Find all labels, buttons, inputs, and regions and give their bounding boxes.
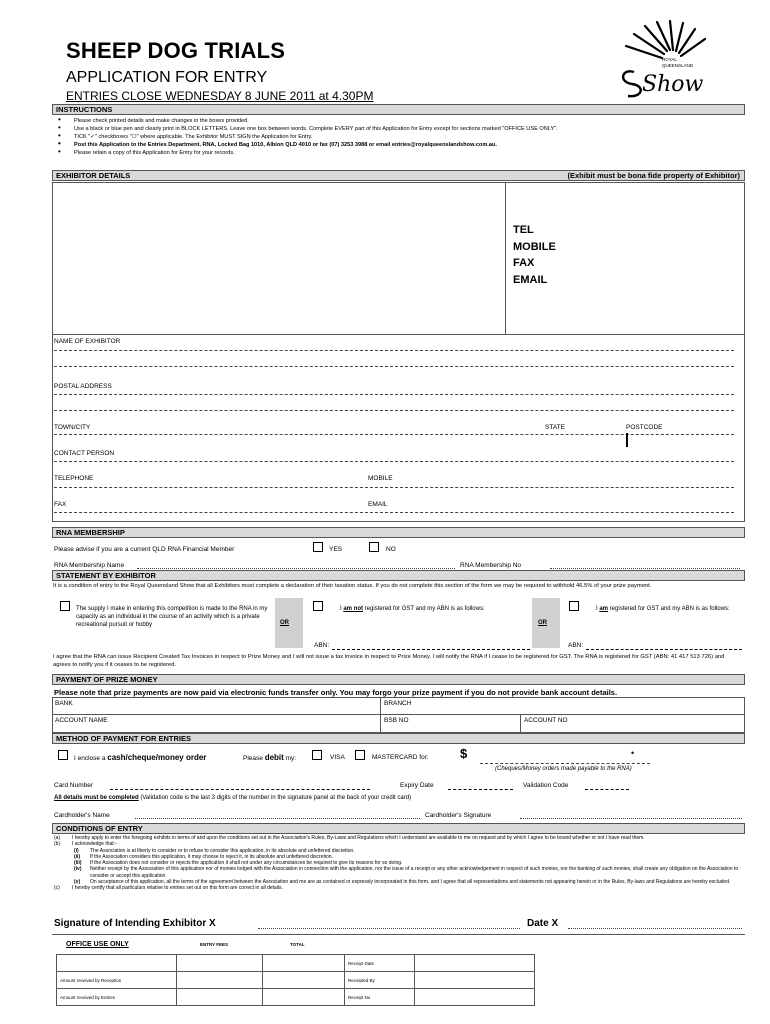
entries-deadline: ENTRIES CLOSE WEDNESDAY 8 JUNE 2011 at 4.30PM [66, 89, 374, 103]
table-row [57, 989, 535, 1006]
exhibitor-divider [505, 182, 506, 334]
condition-b-marker: (b) [54, 841, 61, 848]
instruction-item: • Post this Application to the Entries Department, RNA, Locked Bag 1010, Albion QLD 4010 or fax (07) 3253 3988 or email entries@royalqueenslandshow.com.au. [52, 141, 742, 149]
rna-member-no-label: RNA Membership No [460, 562, 522, 569]
validation-field[interactable] [585, 789, 629, 790]
rna-yes-checkbox[interactable] [313, 542, 323, 552]
reception-row-label: Amount received by Reception [57, 972, 177, 989]
instructions-heading: INSTRUCTIONS [52, 104, 745, 115]
condition-a-marker: (a) [54, 835, 61, 841]
instruction-item: • Please check printed details and make changes in the boxes provided. [52, 117, 742, 125]
condition-sub-marker: (i) [74, 847, 79, 854]
name-field-row-2[interactable] [54, 366, 734, 367]
office-use-table [56, 954, 535, 1006]
condition-sub: If the Association does not consider or rejects the application it shall not under any circumstances be required to give its reasons for so doing. [90, 860, 403, 867]
statement-option1-checkbox[interactable] [60, 601, 70, 611]
branch-label[interactable]: BRANCH [384, 700, 412, 707]
entry-fees-header: ENTRY FEES [200, 942, 229, 947]
receipted-by-value[interactable] [415, 972, 535, 989]
office-cell[interactable] [177, 989, 263, 1006]
rna-member-name-label: RNA Membership Name [54, 562, 125, 569]
receipted-by-label: Receipted By [345, 972, 415, 989]
mobile-field-label: MOBILE [368, 475, 393, 482]
postal-field-row-1[interactable] [54, 394, 734, 395]
statement-agreement: I agree that the RNA can issue Recipient Created Tax Invoices in respect to Prize Money and I will not issue a tax invoice in respect to Prize Money. I will notify the RNA if I cease to be registered for GST. The RNA is registered for GST (ABN: 41 417 513 726) and agrees to notify you if it ceases to be registered. [53, 654, 725, 668]
town-field[interactable] [54, 434, 734, 435]
statement-option1: The supply I make in entering this competition is made to the RNA in my capacity as an individual in the course of an activity which is a private recreational pursuit or hobby [76, 606, 268, 628]
cardholder-sig-label: Cardholder's Signature [425, 812, 492, 819]
card-number-field[interactable] [110, 789, 370, 790]
cheques-note: (Cheques/Money orders made payable to the RNA) [495, 766, 632, 772]
condition-c-marker: (c) [54, 885, 60, 892]
mobile-label: MOBILE [513, 240, 556, 253]
abn-label-1: ABN: [314, 642, 330, 649]
payment-heading: METHOD OF PAYMENT FOR ENTRIES [52, 733, 745, 744]
condition-b: I acknowledge that:- [72, 841, 117, 848]
bsb-label[interactable]: BSB NO [384, 717, 409, 724]
name-field-row-1[interactable] [54, 350, 734, 351]
instructions-list [52, 117, 742, 157]
condition-sub: If the Association considers this application, it may choose to reject it, in its absolute and unfettered discretion. [90, 853, 333, 860]
email-label: EMAIL [513, 273, 548, 286]
divider [52, 714, 745, 715]
instruction-item: • Use a black or blue pen and clearly print in BLOCK LETTERS. Leave one box between words. Complete EVERY part of this Application for Entry except for sections marked "OFFICE USE ONLY". [52, 125, 742, 133]
signature-field[interactable] [258, 928, 520, 929]
office-cell [263, 955, 345, 972]
receipt-date-label: Receipt Date [345, 955, 415, 972]
telephone-label: TELEPHONE [54, 475, 94, 482]
abn-field-2[interactable] [586, 649, 742, 650]
decimal-point: • [631, 748, 635, 758]
mastercard-checkbox[interactable] [355, 750, 365, 760]
condition-sub: On acceptance of this application, all the terms of the agreement between the Association and me are as contained or expressly incorporated in this form, and I agree that all representations and statements not appearing herein or in the Rules, By-laws and Regulations are hereby excluded. [90, 879, 731, 886]
telephone-field[interactable] [54, 487, 734, 488]
tel-label: TEL [513, 224, 534, 236]
page-subtitle: APPLICATION FOR ENTRY [66, 69, 268, 86]
condition-sub-marker: (v) [74, 879, 81, 886]
fax-label: FAX [513, 257, 535, 269]
expiry-field[interactable] [448, 789, 513, 790]
rna-no-checkbox[interactable] [369, 542, 379, 552]
or-label-2: OR [538, 620, 547, 626]
office-cell[interactable] [263, 989, 345, 1006]
exhibitor-heading: EXHIBITOR DETAILS (Exhibit must be bona fide property of Exhibitor) [52, 170, 745, 181]
cardholder-name-label: Cardholder's Name [54, 812, 110, 819]
conditions-heading: CONDITIONS OF ENTRY [52, 823, 745, 834]
office-cell[interactable] [177, 972, 263, 989]
name-label: NAME OF EXHIBITOR [54, 338, 121, 345]
rna-member-name-field[interactable] [137, 568, 455, 569]
or-block-2 [532, 598, 560, 648]
cash-cheque-checkbox[interactable] [58, 750, 68, 760]
or-label-1: OR [280, 620, 289, 626]
visa-checkbox[interactable] [312, 750, 322, 760]
postcode-divider [626, 433, 628, 447]
rna-no-label: NO [386, 546, 396, 553]
prize-heading: PAYMENT OF PRIZE MONEY [52, 674, 745, 685]
fax-email-field[interactable] [54, 512, 734, 513]
divider [520, 714, 521, 733]
signature-label: Signature of Intending Exhibitor X [54, 918, 216, 929]
divider [380, 697, 381, 733]
rna-member-no-field[interactable] [550, 568, 740, 569]
exhibitor-panel [52, 182, 745, 522]
visa-label: VISA [330, 754, 345, 761]
office-cell[interactable] [263, 972, 345, 989]
statement-option3: I am registered for GST and my ABN is as follows: [596, 606, 730, 612]
condition-c: I hereby certify that all particulars relative to entries set out on this form are correct in all details. [72, 885, 283, 892]
date-label: Date X [527, 918, 559, 929]
or-block-1 [275, 598, 303, 648]
statement-option2-checkbox[interactable] [313, 601, 323, 611]
conditions-body [54, 835, 744, 892]
account-no-label[interactable]: ACCOUNT NO [524, 717, 568, 724]
receipt-no-value[interactable] [415, 989, 535, 1006]
royal-queensland-show-logo [612, 20, 722, 100]
statement-option3-checkbox[interactable] [569, 601, 579, 611]
statement-heading: STATEMENT BY EXHIBITOR [52, 570, 745, 581]
contact-person-field[interactable] [54, 461, 734, 462]
instruction-item: • Please retain a copy of this Application for Entry for your records. [52, 149, 742, 157]
all-details-note: All details must be completed (Validation code is the last 3 digits of the number in the signature panel at the back of your credit card) [54, 795, 412, 801]
divider [52, 934, 745, 935]
enclose-label: I enclose a cash/cheque/money order [74, 753, 207, 762]
statement-intro: It is a condition of entry to the Royal Queensland Show that all Exhibitors must complete a declaration of their taxation status. If you do not complete this section of the form we may be required to withhold 46.5% of your prize payment. [53, 583, 652, 589]
rna-question: Please advise if you are a current QLD RNA Financial Member [54, 546, 235, 553]
town-label: TOWN/CITY [54, 424, 91, 431]
rna-yes-label: YES [329, 546, 343, 553]
condition-sub: The Association is at liberty to consider or to refuse to consider this application, in its absolute and unfettered discretion. [90, 847, 355, 854]
total-header: TOTAL [290, 942, 305, 947]
abn-label-2: ABN: [568, 642, 584, 649]
account-name-label[interactable]: ACCOUNT NAME [55, 717, 108, 724]
divider [52, 334, 745, 335]
instruction-item: • TICK "✓" checkboxes "☐" where applicable. The Exhibitor MUST SIGN the Application for Entry. [52, 133, 742, 141]
date-field[interactable] [568, 928, 742, 929]
table-row [57, 972, 535, 989]
validation-label: Validation Code [523, 782, 569, 789]
bank-label[interactable]: BANK [55, 700, 73, 707]
condition-sub-marker: (ii) [74, 853, 81, 860]
postal-label: POSTAL ADDRESS [54, 383, 112, 390]
table-row [57, 955, 535, 972]
office-use-heading: OFFICE USE ONLY [66, 941, 129, 948]
amount-field[interactable] [480, 763, 650, 764]
statement-option2: I am not registered for GST and my ABN is as follows: [340, 606, 485, 612]
logo-queensland: QUEENSLAND [662, 63, 694, 68]
office-cell [177, 955, 263, 972]
prize-note: Please note that prize payments are now paid via electronic funds transfer only. You may forgo your prize payment if you do not provide bank account details. [54, 688, 618, 697]
mastercard-label: MASTERCARD for: [372, 754, 429, 761]
exhibitor-note: (Exhibit must be bona fide property of Exhibitor) [567, 171, 740, 180]
cardholder-name-field[interactable] [135, 818, 420, 819]
card-number-label: Card Number [54, 782, 94, 789]
rna-heading: RNA MEMBERSHIP [52, 527, 745, 538]
logo-royal: ROYAL [662, 57, 677, 62]
cardholder-sig-field[interactable] [520, 818, 742, 819]
postcode-label: POSTCODE [626, 424, 663, 431]
entries-row-label: Amount received by Entries [57, 989, 177, 1006]
condition-sub-marker: (iii) [74, 860, 82, 867]
debit-label: Please debit my: [243, 753, 297, 762]
abn-field-1[interactable] [332, 649, 530, 650]
receipt-no-label: Receipt No [345, 989, 415, 1006]
contact-labels [513, 222, 556, 288]
receipt-date-value[interactable] [415, 955, 535, 972]
office-cell [57, 955, 177, 972]
fax-field-label: FAX [54, 501, 67, 508]
postal-field-row-2[interactable] [54, 410, 734, 411]
expiry-label: Expiry Date [400, 782, 434, 789]
logo-show: Show [642, 72, 704, 97]
condition-sub-marker: (iv) [74, 866, 82, 873]
email-field-label: EMAIL [368, 501, 388, 508]
page-title: SHEEP DOG TRIALS [66, 38, 286, 63]
dollar-sign: $ [460, 746, 468, 761]
condition-sub: Neither receipt by the Association of this application nor of monies lodged with the Association in connection with the application, nor the issue of a receipt or any other acknowledgement in respect of such monies, nor the banking of such monies, shall create any obligation on the Association to consider or accept this application. [90, 866, 739, 879]
contact-person-label: CONTACT PERSON [54, 450, 115, 457]
state-label: STATE [545, 424, 565, 431]
condition-a: I hereby apply to enter the foregoing exhibits in terms of and upon the conditions set out in the Association's Rules, By-Laws and Regulations which I understand are available to me on request and by which I agree to be bound whether or not I have read them. [72, 835, 645, 841]
